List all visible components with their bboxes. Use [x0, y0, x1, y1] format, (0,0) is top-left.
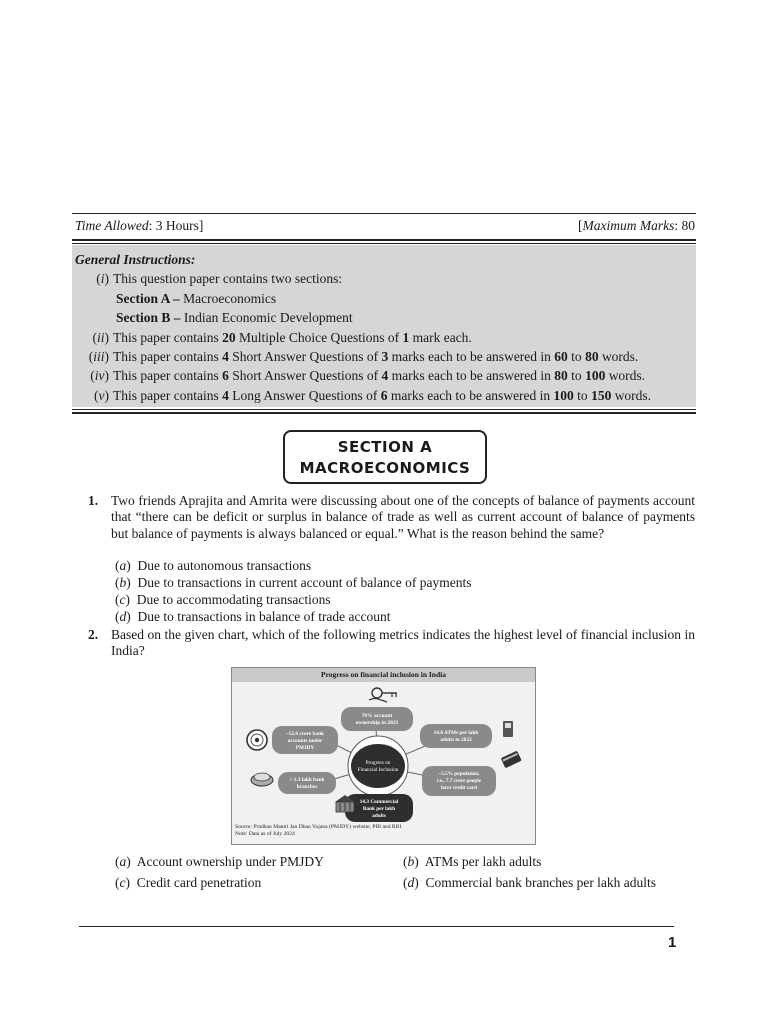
- svg-text:adults: adults: [372, 813, 386, 819]
- question-1-option-d: (d) Due to transactions in balance of trade account: [115, 609, 391, 624]
- question-text: Two friends Aprajita and Amrita were discussing about one of the concepts of balance of payments account that “there can be deficit or surplus in balance of trade as well as current account of balance of payments but balance of payments is always balanced or equal.” What is the reason behind the same?: [111, 493, 695, 541]
- footer-rule: [79, 926, 674, 927]
- instruction-item: (ii) This paper contains 20 Multiple Choice Questions of 1 mark each.: [92, 329, 472, 345]
- svg-text:78% account: 78% account: [361, 713, 393, 719]
- bubble-commercial-banks: [345, 794, 413, 822]
- header-double-rule-2: [72, 243, 696, 244]
- svg-text:14.3 Commercial: 14.3 Commercial: [359, 799, 399, 805]
- credit-card-icon: [501, 751, 522, 769]
- emblem-icon: [247, 730, 267, 750]
- instructions-double-rule-1: [72, 409, 696, 410]
- header-double-rule-1: [72, 239, 696, 241]
- question-1-option-a: (a) Due to autonomous transactions: [115, 558, 312, 573]
- svg-text:14.6 ATMs per lakh: 14.6 ATMs per lakh: [433, 730, 479, 736]
- question-number: 2.: [88, 627, 99, 642]
- maximum-marks: [Maximum Marks: 80: [578, 218, 695, 233]
- question-2-option-c: (c) Credit card penetration: [115, 875, 262, 890]
- figure-note: Note: Data as of July 2024: [235, 831, 295, 837]
- question-2-option-d: (d) Commercial bank branches per lakh adults: [403, 875, 657, 890]
- section-b-line: Section B – Indian Economic Development: [116, 310, 353, 326]
- instruction-item: (v) This paper contains 4 Long Answer Questions of 6 marks each to be answered in 100 to 150 words.: [94, 387, 652, 403]
- svg-text:branches: branches: [296, 784, 318, 790]
- general-instructions: [75, 250, 695, 405]
- bubble-account-ownership: [341, 707, 413, 731]
- svg-text:have credit card: have credit card: [441, 785, 477, 791]
- question-1-option-b: (b) Due to transactions in current account of balance of payments: [115, 575, 472, 590]
- bubble-bank-branches: [278, 772, 336, 794]
- coins-icon: [251, 773, 273, 786]
- atm-icon: [503, 721, 513, 737]
- time-allowed: Time Allowed: 3 Hours]: [75, 218, 204, 233]
- bubble-credit-card: [422, 766, 496, 796]
- bubble-atms-per-lakh: [420, 724, 492, 748]
- svg-text:ownership in 2021: ownership in 2021: [355, 720, 399, 726]
- figure-title: Progress on financial inclusion in India: [232, 668, 535, 682]
- section-title: MACROECONOMICS: [299, 459, 471, 477]
- svg-text:accounts under: accounts under: [287, 738, 323, 744]
- svg-text:Progress on: Progress on: [365, 760, 391, 766]
- instructions-double-rule-2: [72, 412, 696, 414]
- question-2-option-b: (b) ATMs per lakh adults: [403, 854, 542, 869]
- instruction-item: (iii) This paper contains 4 Short Answer Questions of 3 marks each to be answered in 60 to 80 words.: [88, 349, 639, 365]
- page-number: 1: [668, 934, 677, 951]
- bubble-pmjdy-accounts: [272, 726, 338, 754]
- svg-text:~52.6 crore bank: ~52.6 crore bank: [285, 731, 325, 737]
- financial-inclusion-infographic: [231, 667, 536, 845]
- svg-text:Financial Inclusion: Financial Inclusion: [357, 767, 399, 773]
- instruction-item: (iv) This paper contains 6 Short Answer Questions of 4 marks each to be answered in 80 to 100 words.: [90, 368, 646, 384]
- question-1: [88, 493, 695, 542]
- instructions-title: General Instructions:: [75, 252, 196, 267]
- figure-source-note: [235, 824, 401, 838]
- section-heading: [283, 430, 487, 484]
- svg-text:adults in 2022: adults in 2022: [440, 737, 472, 743]
- center-hub: [348, 736, 408, 796]
- question-text: Based on the given chart, which of the following metrics indicates the highest level of financial inclusion in India?: [111, 627, 695, 659]
- question-number: 1.: [88, 493, 99, 508]
- top-rule: [72, 213, 696, 214]
- svg-text:~5.5% population,: ~5.5% population,: [438, 771, 480, 777]
- question-1-option-c: (c) Due to accommodating transactions: [115, 592, 331, 607]
- question-2-option-a: (a) Account ownership under PMJDY: [115, 854, 324, 869]
- instruction-item: (i) This question paper contains two sections:: [96, 271, 343, 287]
- svg-text:Bank per lakh: Bank per lakh: [362, 806, 396, 812]
- svg-text:> 1.3 lakh bank: > 1.3 lakh bank: [289, 777, 325, 783]
- svg-text:i.e., 7.7 crore people: i.e., 7.7 crore people: [436, 778, 482, 784]
- section-label: SECTION A: [337, 438, 433, 456]
- section-a-line: Section A – Macroeconomics: [116, 290, 277, 306]
- figure-source: Source: Pradhan Mantri Jan Dhan Yojana (PMJDY) website, PIB and RBI: [235, 824, 402, 830]
- question-2: [88, 627, 695, 660]
- infographic-diagram: [232, 682, 536, 824]
- svg-text:PMJDY: PMJDY: [295, 745, 315, 751]
- exam-header: [75, 218, 695, 234]
- key-hand-icon: [369, 688, 397, 702]
